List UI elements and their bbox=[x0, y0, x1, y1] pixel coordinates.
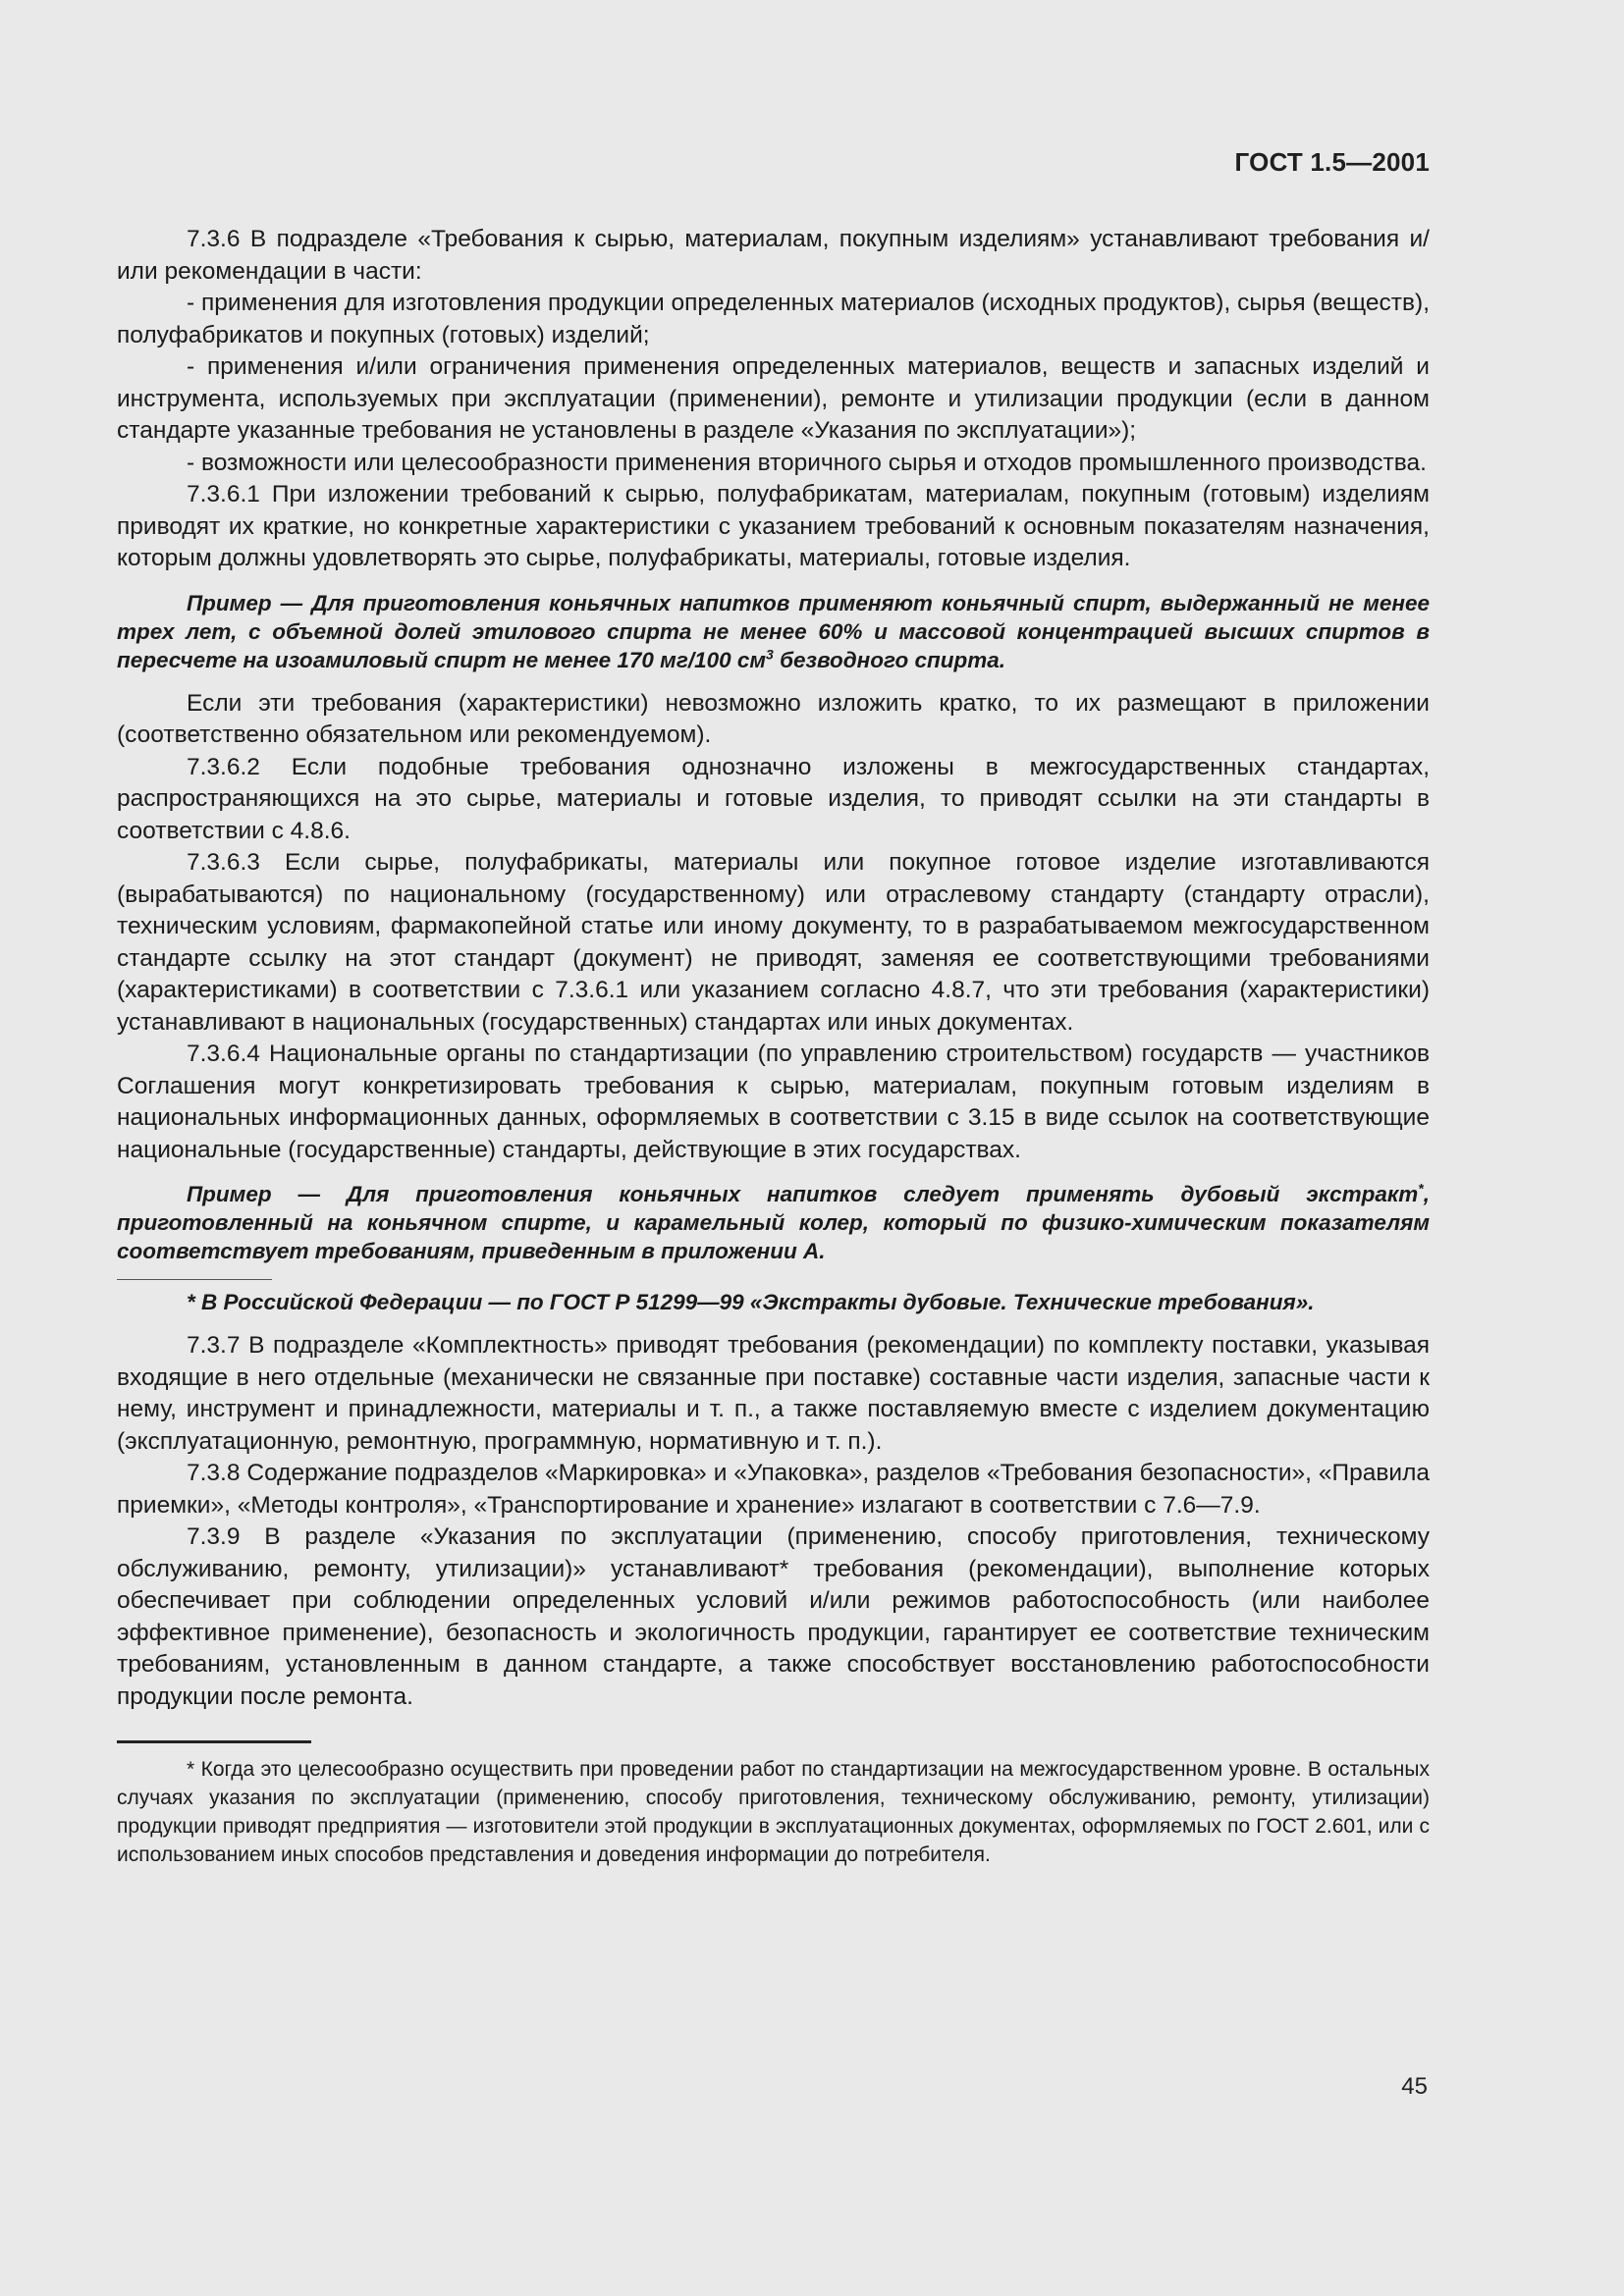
main-content bbox=[117, 224, 1430, 1869]
document-code-header: ГОСТ 1.5—2001 bbox=[1234, 147, 1430, 177]
example-text: Пример — Для приготовления коньячных напитков применяют коньячный спирт, выдержанный не менее трех лет, с объемной долей этилового спирта не менее 60% и массовой концентрацией высших спиртов в пересчете на изоамиловый спирт не менее 170 мг/100 см bbox=[117, 590, 1430, 672]
paragraph-7-3-8: 7.3.8 Содержание подразделов «Маркировка» и «Упаковка», разделов «Требования безопасности», «Правила приемки», «Методы контроля», «Транспортирование и хранение» излагают в соответствии с 7.6—7.9. bbox=[117, 1460, 1430, 1519]
list-item-restrictions: - применения и/или ограничения применения определенных материалов, веществ и запасных изделий и инструмента, используемых при эксплуатации (применении), ремонте и утилизации продукции (если в данном стандарте указанные требования не установлены в разделе «Указания по эксплуатации»); bbox=[117, 353, 1430, 444]
paragraph-7-3-6-2: 7.3.6.2 Если подобные требования однозначно изложены в межгосударственных стандартах, распространяющихся на это сырье, материалы и готовые изделия, то приводят ссылки на эти стандарты в соответствии с 4.8.6. bbox=[117, 753, 1430, 844]
page-number: 45 bbox=[1401, 2073, 1428, 2100]
example-text-end: безводного спирта. bbox=[773, 647, 1005, 672]
list-item-secondary-raw: - возможности или целесообразности применения вторичного сырья и отходов промышленного производства. bbox=[187, 449, 1427, 476]
example-oak-extract bbox=[117, 1180, 1430, 1265]
example-footnote: * В Российской Федерации — по ГОСТ Р 51299—99 «Экстракты дубовые. Технические требования». bbox=[187, 1290, 1315, 1314]
list-item-materials: - применения для изготовления продукции определенных материалов (исходных продуктов), сырья (веществ), полуфабрикатов и покупных (готовых) изделий; bbox=[117, 290, 1430, 348]
footnote-mark: * bbox=[1418, 1180, 1424, 1197]
paragraph-7-3-6-3: 7.3.6.3 Если сырье, полуфабрикаты, материалы или покупное готовое изделие изготавливаются (вырабатываются) по национальному (государственному) или отраслевому стандарту (стандарту отрасли), техническим условиям, фармакопейной статье или иному документу, то в разрабатываемом межгосударственном стандарте ссылку на этот стандарт (документ) не приводят, заменяя ее соответствующими требованиями (характеристиками) в соответствии с 7.3.6.1 или указанием согласно 4.8.7, что эти требования (характеристики) устанавливают в национальных (государственных) стандартах или иных документах. bbox=[117, 849, 1430, 1036]
paragraph-7-3-6: 7.3.6 В подразделе «Требования к сырью, материалам, покупным изделиям» устанавливают требования и/или рекомендации в части: bbox=[117, 226, 1430, 285]
paragraph-appendix-note: Если эти требования (характеристики) невозможно изложить кратко, то их размещают в приложении (соответственно обязательном или рекомендуемом). bbox=[117, 689, 1430, 748]
superscript: 3 bbox=[766, 646, 774, 662]
example-cognac-spirit bbox=[117, 589, 1430, 674]
example-text-end: , приготовленный на коньячном спирте, и карамельный колер, который по физико-химическим показателям соответствует требованиям, приведенным в приложении А. bbox=[117, 1182, 1430, 1263]
paragraph-7-3-6-4: 7.3.6.4 Национальные органы по стандартизации (по управлению строительством) государств — участников Соглашения могут конкретизировать требования к сырью, материалам, покупным готовым изделиям в национальных информационных данных, оформляемых в соответствии с 3.15 в виде ссылок на соответствующие национальные (государственные) стандарты, действующие в этих государствах. bbox=[117, 1041, 1430, 1163]
footnote-divider bbox=[117, 1740, 311, 1743]
page-footnote: * Когда это целесообразно осуществить при проведении работ по стандартизации на межгосударственном уровне. В остальных случаях указания по эксплуатации (применению, способу приготовления, техническому обслуживанию, ремонту, утилизации) продукции приводят предприятия — изготовители этой продукции в эксплуатационных документах, оформляемых по ГОСТ 2.601, или с использованием иных способов представления и доведения информации до потребителя. bbox=[117, 1758, 1430, 1866]
example-text: Пример — Для приготовления коньячных напитков следует применять дубовый экстракт bbox=[187, 1182, 1419, 1206]
example-footnote-divider bbox=[117, 1279, 272, 1280]
paragraph-7-3-7: 7.3.7 В подразделе «Комплектность» приводят требования (рекомендации) по комплекту поставки, указывая входящие в него отдельные (механически не связанные при поставке) составные части изделия, запасные части к нему, инструмент и принадлежности, материалы и т. п., а также поставляемую вместе с изделием документацию (эксплуатационную, ремонтную, программную, нормативную и т. п.). bbox=[117, 1332, 1430, 1455]
paragraph-7-3-6-1: 7.3.6.1 При изложении требований к сырью, полуфабрикатам, материалам, покупным (готовым) изделиям приводят их краткие, но конкретные характеристики с указанием требований к основным показателям назначения, которым должны удовлетворять это сырье, полуфабрикаты, материалы, готовые изделия. bbox=[117, 481, 1430, 571]
paragraph-7-3-9: 7.3.9 В разделе «Указания по эксплуатации (применению, способу приготовления, техническому обслуживанию, ремонту, утилизации)» устанавливают* требования (рекомендации), выполнение которых обеспечивает при соблюдении определенных условий и/или режимов работоспособность (или наиболее эффективное применение), безопасность и экологичность продукции, гарантирует ее соответствие техническим требованиям, установленным в данном стандарте, а также способствует восстановлению работоспособности продукции после ремонта. bbox=[117, 1523, 1430, 1710]
